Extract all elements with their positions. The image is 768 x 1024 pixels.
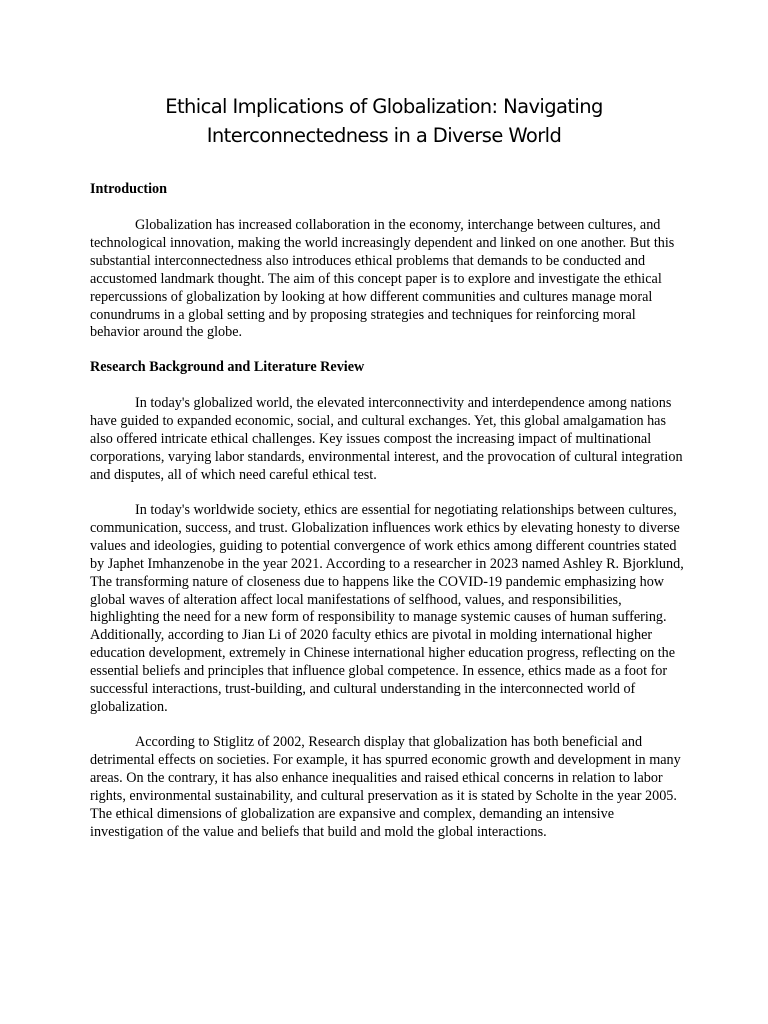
research-paragraph-1: In today's globalized world, the elevated interconnectivity and interdependence among nations have guided to expanded economic, social, and cultural exchanges. Yet, this global amalgamation has also offered intricate ethical challenges. Key issues compost the increasing impact of multinational corporations, varying labor standards, environmental interest, and the provocation of cultural integration and disputes, all of which need careful ethical test. bbox=[90, 395, 683, 483]
document-title: Ethical Implications of Globalization: Navigating Interconnectedness in a Diverse World bbox=[165, 95, 603, 147]
section-heading-introduction: Introduction bbox=[90, 181, 167, 197]
research-paragraph-3: According to Stiglitz of 2002, Research display that globalization has both beneficial and detrimental effects on societies. For example, it has spurred economic growth and development in many areas. On the contrary, it has also enhance inequalities and raised ethical concerns in relation to labor rights, environmental sustainability, and cultural preservation as it is stated by Scholte in the year 2005. The ethical dimensions of globalization are expansive and complex, demanding an intensive investigation of the value and beliefs that build and mold the global interactions. bbox=[90, 734, 681, 840]
research-paragraph-2: In today's worldwide society, ethics are essential for negotiating relationships between cultures, communication, success, and trust. Globalization influences work ethics by elevating honesty to diverse values and ideologies, guiding to potential convergence of work ethics among different countries stated by Japhet Imhanzenobe in the year 2021. According to a researcher in 2023 named Ashley R. Bjorklund, The transforming nature of closeness due to happens like the COVID-19 pandemic emphasizing how global waves of alteration affect local manifestations of selfhood, values, and responsibilities, highlighting the need for a new form of responsibility to manage systemic causes of human suffering. Additionally, according to Jian Li of 2020 faculty ethics are pivotal in molding international higher education development, extremely in Chinese international higher education progress, reflecting on the essential beliefs and principles that influence global competence. In essence, ethics made as a foot for successful interactions, trust-building, and cultural understanding in the interconnected world of globalization. bbox=[90, 502, 684, 715]
section-heading-research-background: Research Background and Literature Review bbox=[90, 359, 365, 375]
introduction-paragraph: Globalization has increased collaboration in the economy, interchange between cultures, and technological innovation, making the world increasingly dependent and linked on one another. But this substantial interconnectedness also introduces ethical problems that demands to be conducted and accustomed landmark thought. The aim of this concept paper is to explore and investigate the ethical repercussions of globalization by looking at how different communities and cultures manage moral conundrums in a global setting and by proposing strategies and techniques for reinforcing moral behavior around the globe. bbox=[90, 217, 675, 341]
